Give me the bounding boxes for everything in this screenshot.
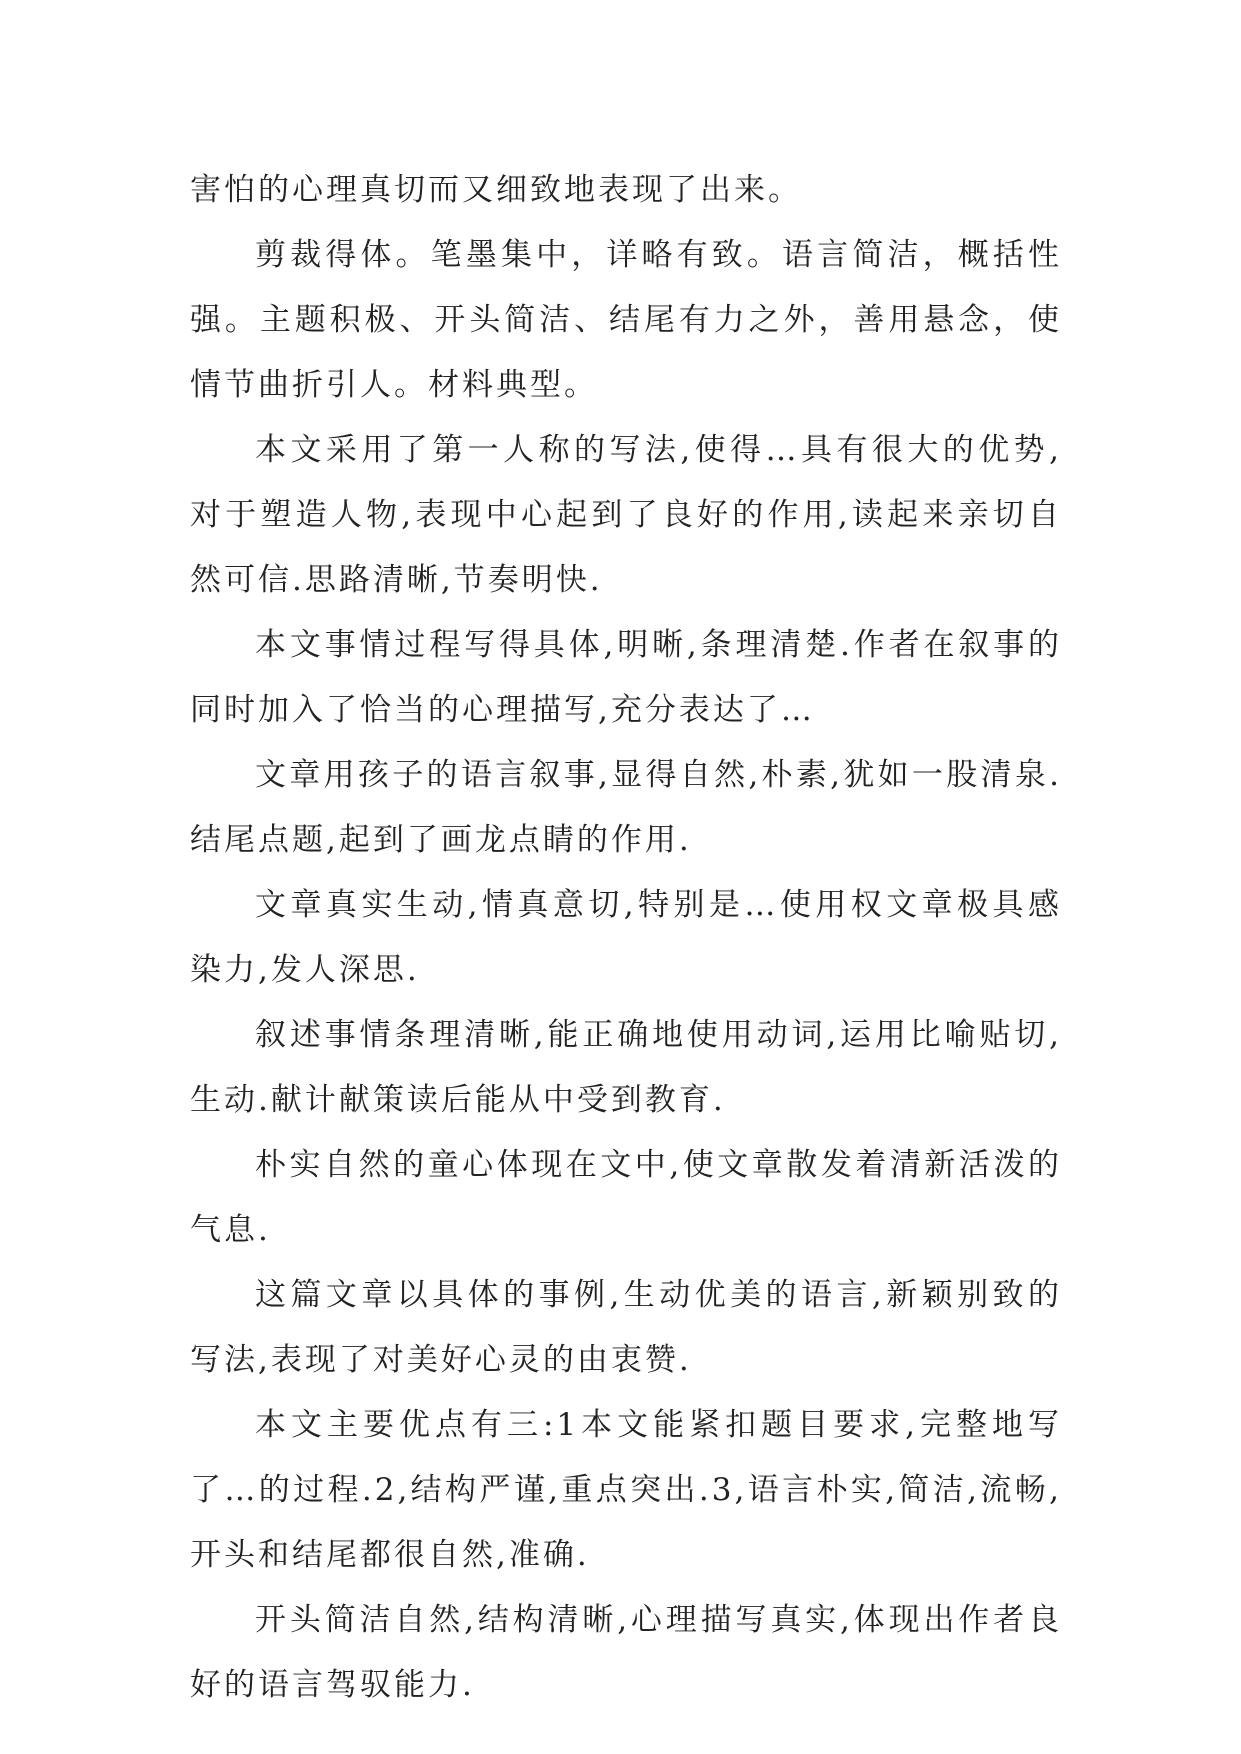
paragraph: 朴实自然的童心体现在文中,使文章散发着清新活泼的气息.: [190, 1147, 1062, 1248]
paragraph: 文章真实生动,情真意切,特别是…使用权文章极具感染力,发人深思.: [190, 887, 1062, 988]
paragraph: 叙述事情条理清晰,能正确地使用动词,运用比喻贴切,生动.献计献策读后能从中受到教育.: [190, 1017, 1062, 1118]
paragraph: 本文采用了第一人称的写法,使得…具有很大的优势,对于塑造人物,表现中心起到了良好的作用,读起来亲切自然可信.思路清晰,节奏明快.: [190, 432, 1062, 598]
paragraph: 本文事情过程写得具体,明晰,条理清楚.作者在叙事的同时加入了恰当的心理描写,充分表达了…: [190, 627, 1062, 728]
paragraph: 剪裁得体。笔墨集中，详略有致。语言简洁，概括性强。主题积极、开头简洁、结尾有力之外，善用悬念，使情节曲折引人。材料典型。: [190, 237, 1062, 403]
paragraph: 文章用孩子的语言叙事,显得自然,朴素,犹如一股清泉.结尾点题,起到了画龙点睛的作用.: [190, 757, 1062, 858]
paragraph-continuation: 害怕的心理真切而又细致地表现了出来。: [190, 172, 802, 208]
document-body: [190, 158, 1062, 1718]
paragraph: 这篇文章以具体的事例,生动优美的语言,新颖别致的写法,表现了对美好心灵的由衷赞.: [190, 1277, 1062, 1378]
paragraph: 开头简洁自然,结构清晰,心理描写真实,体现出作者良好的语言驾驭能力.: [190, 1602, 1062, 1703]
paragraph: 本文主要优点有三:1本文能紧扣题目要求,完整地写了…的过程.2,结构严谨,重点突出.3,语言朴实,简洁,流畅,开头和结尾都很自然,准确.: [190, 1407, 1062, 1573]
